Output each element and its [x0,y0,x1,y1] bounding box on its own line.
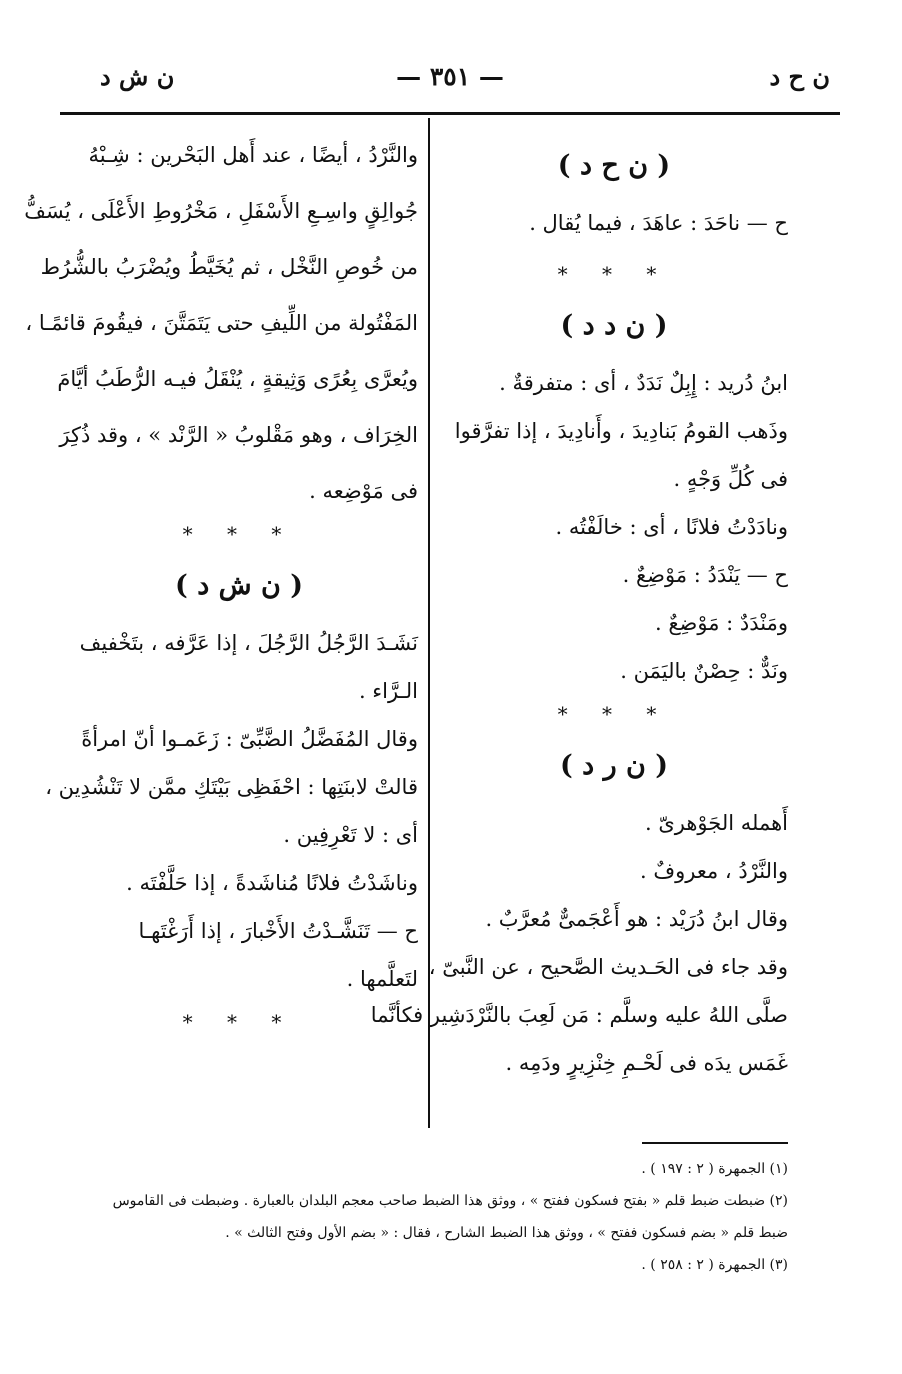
entry-line: الـرَّاء . [358,679,418,703]
footnote: ضبط قلم « بضم فسكون ففتح » ، ووثق هذا الضبط الشارح ، فقال : « بضم الأول وفتح الثالث » . [225,1225,788,1241]
entry-heading-nshd: ( ن ش د ) [175,570,303,601]
entry-line: الخِرَاف ، وهو مَقْلوبُ « الرَّنْد » ، وقد ذُكِرَ [59,423,418,447]
entry-heading-nhd: ( ن ح د ) [557,150,671,181]
entry-line: ح — ناحَدَ : عاهَدَ ، فيما يُقال . [529,211,788,235]
entry-line: ومَنْدَدٌ : مَوْضِعٌ . [655,611,788,635]
entry-line: فى كُلِّ وَجْهٍ . [673,467,788,491]
footnote-rule [642,1142,788,1144]
entry-line: وناشَدْتُ فلانًا مُناشَدةً ، إذا حَلَّفْتَه . [126,871,418,895]
entry-line: وذَهب القومُ بَنادِيدَ ، وأَنادِيدَ ، إذا تفرَّقوا [454,419,788,443]
footnote: (١) الجمهرة ( ٢ : ١٩٧ ) . [641,1161,788,1177]
entry-line: والنَّرْدُ ، معروفٌ . [639,859,788,883]
separator-stars: * * * [182,1010,296,1034]
entry-line: قالتْ لابنَتِها : احْفَظِى بَيْتَكِ ممَّن لا تَنْشُدِين ، [45,775,418,799]
entry-heading-nrd: ( ن ر د ) [559,750,669,781]
separator-stars: * * * [557,262,671,286]
entry-line: ابنُ دُريد : إِبِلٌ نَدَدٌ ، أى : متفرقةٌ . [499,371,788,395]
entry-line: غَمَس يدَه فى لَحْـمِ خِنْزِيرٍ ودَمِه . [505,1051,788,1075]
left-column [24,140,418,1054]
entry-line: ح — تَنَشَّـدْتُ الأَخْبارَ ، إذا أَرَغْتَهـا [138,919,418,943]
entry-line: والنَّرْدُ ، أيضًا ، عند أَهل البَحْرين : شِـبْهُ [88,143,418,167]
footnote: (٣) الجمهرة ( ٢ : ٢٥٨ ) . [641,1257,788,1273]
entry-line: أَهمله الجَوْهرىّ . [644,811,788,835]
header-root-right: ن ح د [769,62,830,91]
entry-line: ويُعرَّى بِعُرًى وَثِيقةٍ ، يُنْقَلُ فيـه الرُّطَبُ أيَّامَ [57,367,418,391]
entry-line: فى مَوْضِعه . [309,479,418,503]
entry-line: ونادَدْتُ فلانًا ، أى : خالَفْتُه . [555,515,788,539]
entry-line: وقد جاء فى الحَـديث الصَّحيح ، عن النَّبىّ ، [428,955,788,979]
entry-line: لتَعلَّمها . [346,967,418,991]
footnote: (٢) ضبطت ضبط قلم « بفتح فسكون ففتح » ، ووثق هذا الضبط صاحب معجم البلدان بالعبارة . وضبطت فى القاموس [112,1193,788,1209]
entry-line: من خُوصِ النَّخْل ، ثم يُخَيَّطُ ويُضْرَبُ بالشُّرُط [40,255,418,279]
entry-line: المَفْتُولة من اللِّيفِ حتى يَتَمَتَّنَ ، فيقُومَ قائمًـا ، [25,311,418,335]
separator-stars: * * * [182,522,296,546]
entry-heading-ndd: ( ن د د ) [560,310,668,341]
entry-line: وقال المُفَضَّلُ الضَّبِّىّ : زَعَمـوا أنّ امرأةً [81,727,418,751]
running-header [60,62,840,102]
page-number: — ٣٥١ — [396,62,504,91]
entry-line: أى : لا تَعْرِفِين . [283,823,418,847]
header-rule [60,112,840,115]
entry-line: صلَّى اللهُ عليه وسلَّم : مَن لَعِبَ بالنَّرْدَشِير فكأنَّما [370,1003,788,1027]
header-root-left: ن ش د [100,62,175,91]
footnotes [60,1158,788,1286]
entry-line: ح — يَنْدَدُ : مَوْضِعٌ . [622,563,788,587]
entry-line: جُوالِقٍ واسِـعِ الأَسْفَلِ ، مَخْرُوطِ الأَعْلَى ، يُسَفُّ [24,199,418,223]
separator-stars: * * * [557,702,671,726]
entry-line: ونَدٌّ : حِصْنٌ باليَمَن . [620,659,788,683]
entry-line: وقال ابنُ دُرَيْد : هو أَعْجَمىٌّ مُعرَّبٌ . [485,907,788,931]
entry-line: نَشَـدَ الرَّجُلُ الرَّجُلَ ، إذا عَرَّفه ، بتَخْفيف [79,631,418,655]
